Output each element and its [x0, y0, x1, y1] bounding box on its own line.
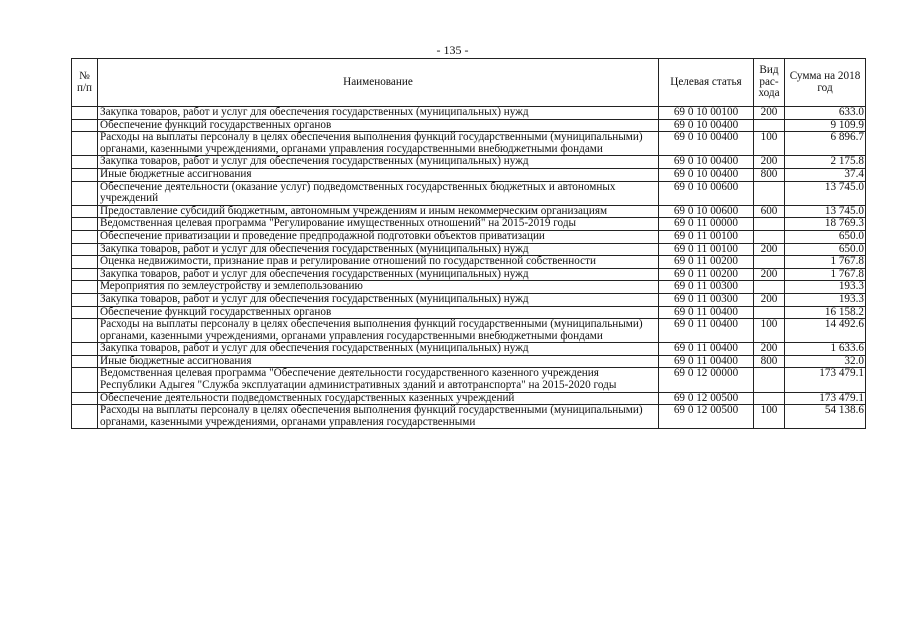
row-sum-cell: 18 769.3 — [785, 218, 866, 231]
table-row — [72, 293, 866, 306]
table-row — [72, 281, 866, 294]
row-code-cell: 69 0 11 00300 — [659, 281, 754, 294]
row-code-cell: 69 0 11 00400 — [659, 355, 754, 368]
row-vid-cell: 800 — [754, 355, 785, 368]
row-code-cell: 69 0 11 00400 — [659, 319, 754, 343]
row-vid-cell: 100 — [754, 132, 785, 156]
row-sum-cell: 9 109.9 — [785, 119, 866, 132]
row-name-cell: Ведомственная целевая программа "Обеспечение деятельности государственного казенного учреждения Республики Адыгея "Служба эксплуатации административных зданий и автотранспорта" на 2015-2020 годы — [98, 368, 659, 392]
row-code-cell: 69 0 10 00400 — [659, 156, 754, 169]
row-vid-cell — [754, 119, 785, 132]
row-num-cell — [72, 319, 98, 343]
row-sum-cell: 193.3 — [785, 281, 866, 294]
row-name-cell: Обеспечение деятельности подведомственных государственных казенных учреждений — [98, 392, 659, 405]
row-name-cell: Расходы на выплаты персоналу в целях обеспечения выполнения функций государственными (муниципальными) органами, казенными учреждениями, органами управления государственными внебюджетными фондами — [98, 319, 659, 343]
row-code-cell: 69 0 10 00400 — [659, 119, 754, 132]
table-row — [72, 343, 866, 356]
table-header-row — [72, 59, 866, 107]
row-name-cell: Иные бюджетные ассигнования — [98, 168, 659, 181]
table-row — [72, 268, 866, 281]
row-num-cell — [72, 107, 98, 120]
table-row — [72, 392, 866, 405]
row-name-cell: Обеспечение деятельности (оказание услуг) подведомственных государственных бюджетных и автономных учреждений — [98, 181, 659, 205]
row-sum-cell: 6 896.7 — [785, 132, 866, 156]
row-code-cell: 69 0 10 00400 — [659, 168, 754, 181]
table-row — [72, 243, 866, 256]
header-num: № п/п — [72, 59, 98, 107]
row-vid-cell: 100 — [754, 319, 785, 343]
row-vid-cell: 200 — [754, 343, 785, 356]
row-num-cell — [72, 392, 98, 405]
row-name-cell: Обеспечение функций государственных органов — [98, 119, 659, 132]
table-row — [72, 230, 866, 243]
row-code-cell: 69 0 10 00600 — [659, 205, 754, 218]
row-num-cell — [72, 355, 98, 368]
row-num-cell — [72, 268, 98, 281]
row-num-cell — [72, 256, 98, 269]
row-num-cell — [72, 230, 98, 243]
row-vid-cell: 200 — [754, 107, 785, 120]
row-sum-cell: 16 158.2 — [785, 306, 866, 319]
row-vid-cell: 200 — [754, 293, 785, 306]
row-name-cell: Расходы на выплаты персоналу в целях обеспечения выполнения функций государственными (муниципальными) органами, казенными учреждениями, органами управления государственными внебюджетными фондами — [98, 132, 659, 156]
row-code-cell: 69 0 12 00500 — [659, 405, 754, 429]
row-vid-cell — [754, 256, 785, 269]
row-vid-cell — [754, 218, 785, 231]
row-name-cell: Обеспечение функций государственных органов — [98, 306, 659, 319]
row-num-cell — [72, 168, 98, 181]
table-row — [72, 119, 866, 132]
row-sum-cell: 37.4 — [785, 168, 866, 181]
row-sum-cell: 13 745.0 — [785, 205, 866, 218]
row-code-cell: 69 0 11 00300 — [659, 293, 754, 306]
table-row — [72, 181, 866, 205]
row-code-cell: 69 0 11 00000 — [659, 218, 754, 231]
row-sum-cell: 1 767.8 — [785, 256, 866, 269]
table-row — [72, 319, 866, 343]
header-name: Наименование — [98, 59, 659, 107]
row-name-cell: Иные бюджетные ассигнования — [98, 355, 659, 368]
row-code-cell: 69 0 11 00200 — [659, 268, 754, 281]
table-body — [72, 107, 866, 429]
row-vid-cell: 200 — [754, 268, 785, 281]
table-row — [72, 306, 866, 319]
row-name-cell: Обеспечение приватизации и проведение предпродажной подготовки объектов приватизации — [98, 230, 659, 243]
row-vid-cell — [754, 230, 785, 243]
row-num-cell — [72, 181, 98, 205]
row-code-cell: 69 0 11 00400 — [659, 343, 754, 356]
page-number: - 135 - — [436, 43, 469, 57]
row-vid-cell — [754, 368, 785, 392]
row-code-cell: 69 0 10 00400 — [659, 132, 754, 156]
row-vid-cell — [754, 392, 785, 405]
header-vid: Вид рас-хода — [754, 59, 785, 107]
row-name-cell: Ведомственная целевая программа "Регулирование имущественных отношений" на 2015-2019 годы — [98, 218, 659, 231]
table-row — [72, 218, 866, 231]
row-sum-cell: 32.0 — [785, 355, 866, 368]
row-num-cell — [72, 306, 98, 319]
row-name-cell: Закупка товаров, работ и услуг для обеспечения государственных (муниципальных) нужд — [98, 107, 659, 120]
row-code-cell: 69 0 11 00400 — [659, 306, 754, 319]
header-code: Целевая статья — [659, 59, 754, 107]
row-num-cell — [72, 293, 98, 306]
table-row — [72, 368, 866, 392]
row-num-cell — [72, 405, 98, 429]
row-code-cell: 69 0 11 00200 — [659, 256, 754, 269]
row-vid-cell — [754, 181, 785, 205]
row-num-cell — [72, 368, 98, 392]
table-row — [72, 156, 866, 169]
row-vid-cell — [754, 281, 785, 294]
table-row — [72, 107, 866, 120]
row-sum-cell: 193.3 — [785, 293, 866, 306]
row-vid-cell: 200 — [754, 243, 785, 256]
row-num-cell — [72, 243, 98, 256]
row-code-cell: 69 0 12 00500 — [659, 392, 754, 405]
row-num-cell — [72, 205, 98, 218]
row-sum-cell: 650.0 — [785, 243, 866, 256]
row-code-cell: 69 0 12 00000 — [659, 368, 754, 392]
row-name-cell: Закупка товаров, работ и услуг для обеспечения государственных (муниципальных) нужд — [98, 156, 659, 169]
row-sum-cell: 54 138.6 — [785, 405, 866, 429]
row-vid-cell: 800 — [754, 168, 785, 181]
table-row — [72, 205, 866, 218]
row-code-cell: 69 0 10 00600 — [659, 181, 754, 205]
table-row — [72, 168, 866, 181]
row-name-cell: Закупка товаров, работ и услуг для обеспечения государственных (муниципальных) нужд — [98, 268, 659, 281]
row-name-cell: Закупка товаров, работ и услуг для обеспечения государственных (муниципальных) нужд — [98, 293, 659, 306]
row-sum-cell: 650.0 — [785, 230, 866, 243]
row-vid-cell — [754, 306, 785, 319]
row-sum-cell: 1 767.8 — [785, 268, 866, 281]
row-num-cell — [72, 119, 98, 132]
row-code-cell: 69 0 10 00100 — [659, 107, 754, 120]
header-sum: Сумма на 2018 год — [785, 59, 866, 107]
table-row — [72, 256, 866, 269]
row-name-cell: Оценка недвижимости, признание прав и регулирование отношений по государственной собственности — [98, 256, 659, 269]
row-num-cell — [72, 132, 98, 156]
row-sum-cell: 633.0 — [785, 107, 866, 120]
row-name-cell: Закупка товаров, работ и услуг для обеспечения государственных (муниципальных) нужд — [98, 343, 659, 356]
row-code-cell: 69 0 11 00100 — [659, 230, 754, 243]
row-name-cell: Расходы на выплаты персоналу в целях обеспечения выполнения функций государственными (муниципальными) органами, казенными учреждениями, органами управления государственными — [98, 405, 659, 429]
row-sum-cell: 173 479.1 — [785, 392, 866, 405]
row-sum-cell: 14 492.6 — [785, 319, 866, 343]
row-code-cell: 69 0 11 00100 — [659, 243, 754, 256]
row-num-cell — [72, 156, 98, 169]
budget-table — [71, 58, 866, 429]
row-vid-cell: 100 — [754, 405, 785, 429]
row-num-cell — [72, 343, 98, 356]
row-sum-cell: 173 479.1 — [785, 368, 866, 392]
row-name-cell: Мероприятия по землеустройству и землепользованию — [98, 281, 659, 294]
row-num-cell — [72, 281, 98, 294]
row-name-cell: Закупка товаров, работ и услуг для обеспечения государственных (муниципальных) нужд — [98, 243, 659, 256]
row-num-cell — [72, 218, 98, 231]
row-sum-cell: 13 745.0 — [785, 181, 866, 205]
row-sum-cell: 1 633.6 — [785, 343, 866, 356]
row-sum-cell: 2 175.8 — [785, 156, 866, 169]
row-vid-cell: 200 — [754, 156, 785, 169]
table-row — [72, 355, 866, 368]
row-name-cell: Предоставление субсидий бюджетным, автономным учреждениям и иным некоммерческим организациям — [98, 205, 659, 218]
row-vid-cell: 600 — [754, 205, 785, 218]
table-row — [72, 132, 866, 156]
table-row — [72, 405, 866, 429]
